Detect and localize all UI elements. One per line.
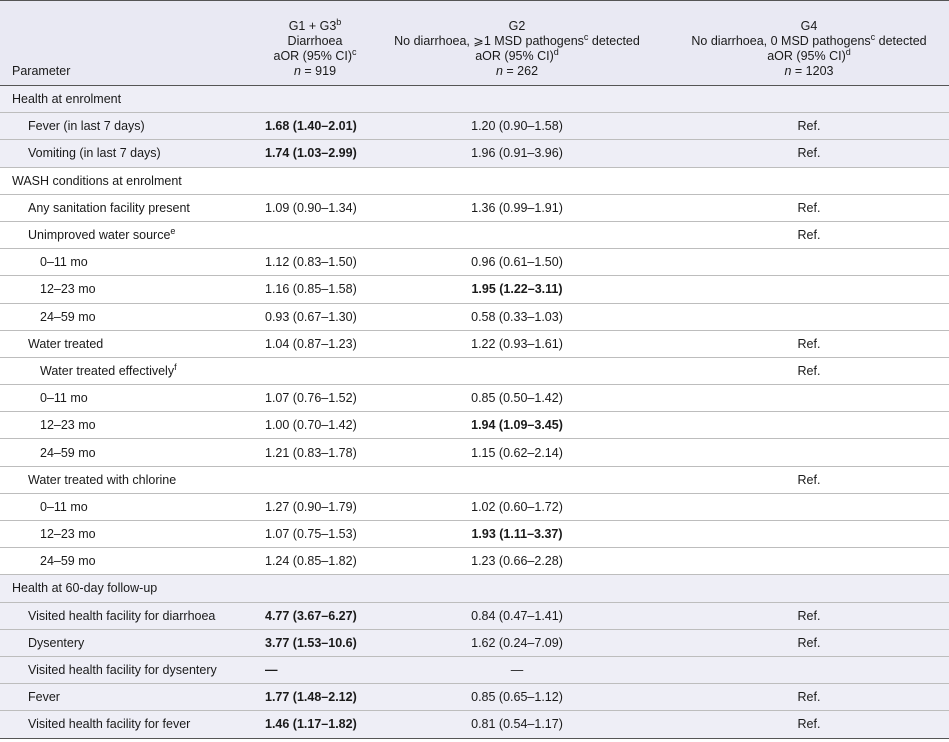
table-row <box>0 548 949 575</box>
cell-g1-g3: 1.24 (0.85–1.82) <box>265 548 365 575</box>
cell-g4: Ref. <box>669 330 949 357</box>
cell-g2: 1.62 (0.24–7.09) <box>365 629 669 656</box>
cell-g1-g3: 1.16 (0.85–1.58) <box>265 276 365 303</box>
row-label: Unimproved water source$^e$ <box>0 221 265 248</box>
table-row <box>0 602 949 629</box>
cell-g1-g3: 1.12 (0.83–1.50) <box>265 249 365 276</box>
cell-g4: Ref. <box>669 194 949 221</box>
table-row <box>0 276 949 303</box>
table-row <box>0 167 949 194</box>
row-label: 24–59 mo <box>0 548 265 575</box>
row-label: Visited health facility for fever <box>0 711 265 738</box>
table-row <box>0 140 949 167</box>
row-label: Water treated <box>0 330 265 357</box>
cell-g1-g3: 0.93 (0.67–1.30) <box>265 303 365 330</box>
cell-g2 <box>365 86 669 113</box>
cell-g2: 1.23 (0.66–2.28) <box>365 548 669 575</box>
cell-g4 <box>669 575 949 602</box>
table-row <box>0 303 949 330</box>
table-row <box>0 629 949 656</box>
cell-g2: 1.94 (1.09–3.45) <box>365 412 669 439</box>
cell-g4 <box>669 249 949 276</box>
table-row <box>0 466 949 493</box>
table-row <box>0 385 949 412</box>
cell-g1-g3: 1.68 (1.40–2.01) <box>265 113 365 140</box>
cell-g4: Ref. <box>669 466 949 493</box>
row-label: Water treated with chlorine <box>0 466 265 493</box>
table-row <box>0 113 949 140</box>
cell-g1-g3 <box>265 575 365 602</box>
cell-g1-g3: 1.07 (0.76–1.52) <box>265 385 365 412</box>
cell-g2 <box>365 466 669 493</box>
cell-g2: 1.36 (0.99–1.91) <box>365 194 669 221</box>
cell-g1-g3: 1.74 (1.03–2.99) <box>265 140 365 167</box>
cell-g2: 1.22 (0.93–1.61) <box>365 330 669 357</box>
cell-g1-g3: 4.77 (3.67–6.27) <box>265 602 365 629</box>
cell-g2: 0.96 (0.61–1.50) <box>365 249 669 276</box>
row-label: Vomiting (in last 7 days) <box>0 140 265 167</box>
cell-g4 <box>669 493 949 520</box>
cell-g4 <box>669 385 949 412</box>
table-row <box>0 684 949 711</box>
cell-g1-g3: 1.09 (0.90–1.34) <box>265 194 365 221</box>
table-row <box>0 711 949 738</box>
header-g2: G2 No diarrhoea, ⩾1 MSD pathogens$^c$ detected aOR (95% CI)$^d$ n = 262 <box>365 1 669 86</box>
cell-g2: 0.85 (0.50–1.42) <box>365 385 669 412</box>
cell-g1-g3: 1.21 (0.83–1.78) <box>265 439 365 466</box>
cell-g4: Ref. <box>669 629 949 656</box>
row-label: Visited health facility for diarrhoea <box>0 602 265 629</box>
table-row <box>0 249 949 276</box>
cell-g4: Ref. <box>669 684 949 711</box>
row-label: Dysentery <box>0 629 265 656</box>
row-label: 24–59 mo <box>0 303 265 330</box>
cell-g4 <box>669 167 949 194</box>
cell-g1-g3 <box>265 86 365 113</box>
header-g1-g3: $G1 + G3^b$ Diarrhoea aOR (95% CI)$^c$ n = 919 <box>265 1 365 86</box>
cell-g4: Ref. <box>669 711 949 738</box>
cell-g4 <box>669 412 949 439</box>
table-row <box>0 575 949 602</box>
table-row <box>0 656 949 683</box>
cell-g4: Ref. <box>669 140 949 167</box>
row-label: Fever (in last 7 days) <box>0 113 265 140</box>
cell-g4 <box>669 86 949 113</box>
cell-g2: 1.96 (0.91–3.96) <box>365 140 669 167</box>
table-body <box>0 86 949 739</box>
cell-g2: 0.58 (0.33–1.03) <box>365 303 669 330</box>
table-row <box>0 412 949 439</box>
cell-g2: 1.15 (0.62–2.14) <box>365 439 669 466</box>
cell-g1-g3: 1.46 (1.17–1.82) <box>265 711 365 738</box>
row-label: Health at 60-day follow-up <box>0 575 265 602</box>
cell-g2 <box>365 575 669 602</box>
cell-g1-g3: 3.77 (1.53–10.6) <box>265 629 365 656</box>
table-header-row <box>0 1 949 86</box>
row-label: 0–11 mo <box>0 249 265 276</box>
table-row <box>0 330 949 357</box>
table-row <box>0 221 949 248</box>
cell-g2: 1.20 (0.90–1.58) <box>365 113 669 140</box>
row-label: Health at enrolment <box>0 86 265 113</box>
cell-g1-g3: — <box>265 656 365 683</box>
table-row <box>0 439 949 466</box>
cell-g2 <box>365 167 669 194</box>
row-label: Any sanitation facility present <box>0 194 265 221</box>
table-row <box>0 493 949 520</box>
row-label: WASH conditions at enrolment <box>0 167 265 194</box>
row-label: 12–23 mo <box>0 521 265 548</box>
header-g4: G4 No diarrhoea, 0 MSD pathogens$^c$ detected aOR (95% CI)$^d$ n = 1203 <box>669 1 949 86</box>
cell-g4: Ref. <box>669 221 949 248</box>
row-label: Visited health facility for dysentery <box>0 656 265 683</box>
row-label: Fever <box>0 684 265 711</box>
header-parameter: Parameter <box>0 1 265 86</box>
cell-g1-g3 <box>265 466 365 493</box>
cell-g1-g3: 1.00 (0.70–1.42) <box>265 412 365 439</box>
row-label: 24–59 mo <box>0 439 265 466</box>
cell-g2: 1.93 (1.11–3.37) <box>365 521 669 548</box>
cell-g1-g3: 1.07 (0.75–1.53) <box>265 521 365 548</box>
cell-g4: Ref. <box>669 357 949 384</box>
cell-g1-g3: 1.04 (0.87–1.23) <box>265 330 365 357</box>
cell-g4 <box>669 548 949 575</box>
cell-g1-g3 <box>265 167 365 194</box>
cell-g4 <box>669 303 949 330</box>
cell-g2: 0.85 (0.65–1.12) <box>365 684 669 711</box>
cell-g1-g3 <box>265 357 365 384</box>
row-label: 0–11 mo <box>0 493 265 520</box>
cell-g4 <box>669 439 949 466</box>
cell-g4 <box>669 521 949 548</box>
cell-g1-g3: 1.27 (0.90–1.79) <box>265 493 365 520</box>
cell-g1-g3: 1.77 (1.48–2.12) <box>265 684 365 711</box>
row-label: 12–23 mo <box>0 412 265 439</box>
table-row <box>0 86 949 113</box>
cell-g4: Ref. <box>669 602 949 629</box>
cell-g4: Ref. <box>669 113 949 140</box>
cell-g2: 0.84 (0.47–1.41) <box>365 602 669 629</box>
cell-g2: — <box>365 656 669 683</box>
table-row <box>0 357 949 384</box>
cell-g2: 1.02 (0.60–1.72) <box>365 493 669 520</box>
cell-g2 <box>365 357 669 384</box>
cell-g2: 0.81 (0.54–1.17) <box>365 711 669 738</box>
table-row <box>0 521 949 548</box>
cell-g2: 1.95 (1.22–3.11) <box>365 276 669 303</box>
row-label: 12–23 mo <box>0 276 265 303</box>
row-label: 0–11 mo <box>0 385 265 412</box>
cell-g2 <box>365 221 669 248</box>
row-label: Water treated effectively$^f$ <box>0 357 265 384</box>
cell-g4 <box>669 276 949 303</box>
table-row <box>0 194 949 221</box>
cell-g4 <box>669 656 949 683</box>
cell-g1-g3 <box>265 221 365 248</box>
